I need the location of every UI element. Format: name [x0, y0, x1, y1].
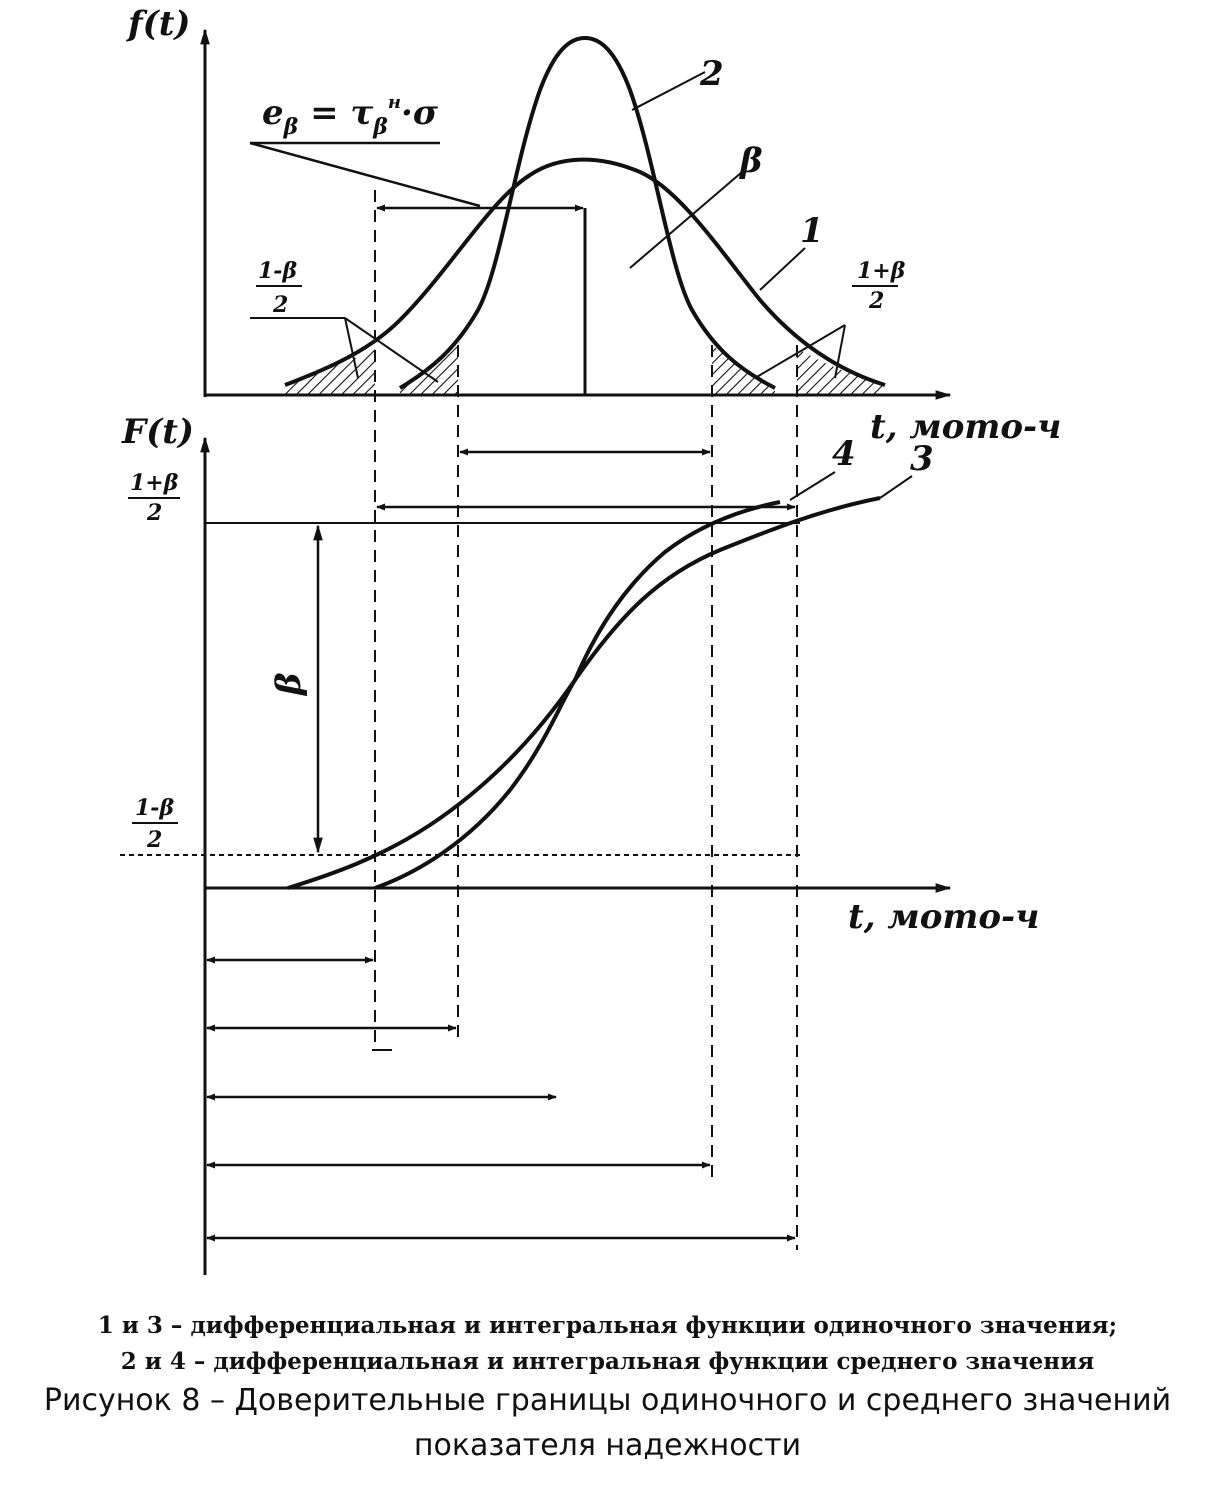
beta-area-label: β	[740, 141, 763, 181]
curve-1-leader	[760, 248, 805, 290]
level-lower-frac-num: 1-β	[135, 795, 175, 821]
right-tail-frac-den: 2	[869, 288, 885, 314]
left-tail-frac-num: 1-β	[258, 258, 298, 284]
curve-4-mean-cdf	[375, 502, 780, 888]
tail-area-curve1-left	[285, 348, 375, 395]
formula-leader	[250, 143, 480, 206]
legend-line-2: 2 и 4 – дифференциальная и интегральная функции среднего значения	[120, 1348, 1095, 1375]
curve-3-leader	[880, 476, 912, 498]
curve-2-leader	[632, 72, 705, 110]
tail-area-curve1-right	[797, 348, 885, 395]
F-axis-label: F(t)	[122, 412, 195, 452]
curve-3-single-cdf	[288, 498, 880, 888]
figure-title-line-1: Рисунок 8 – Доверительные границы одиночного и среднего значений	[43, 1383, 1172, 1418]
t-axis-top-label: t, мото-ч	[870, 407, 1062, 447]
curve-3-label: 3	[910, 439, 934, 479]
level-upper-frac-num: 1+β	[130, 470, 179, 496]
level-lower-frac-den: 2	[147, 827, 163, 853]
beta-level-label: β	[269, 672, 309, 695]
f-axis-label: f(t)	[128, 4, 191, 44]
t-axis-bottom-label: t, мото-ч	[848, 897, 1040, 937]
curve-4-label: 4	[832, 434, 856, 474]
legend-line-1: 1 и 3 – дифференциальная и интегральная функции одиночного значения;	[97, 1312, 1118, 1339]
e-beta-formula: $e_\beta = \tau_\beta^н\cdot\sigma$	[262, 92, 438, 140]
figure-title-line-2: показателя надежности	[413, 1428, 802, 1463]
right-tail-frac-num: 1+β	[857, 258, 906, 284]
left-tail-frac-den: 2	[273, 292, 289, 318]
curve-1-label: 1	[800, 211, 824, 251]
curve-2-label: 2	[700, 54, 724, 94]
level-upper-frac-den: 2	[147, 500, 163, 526]
